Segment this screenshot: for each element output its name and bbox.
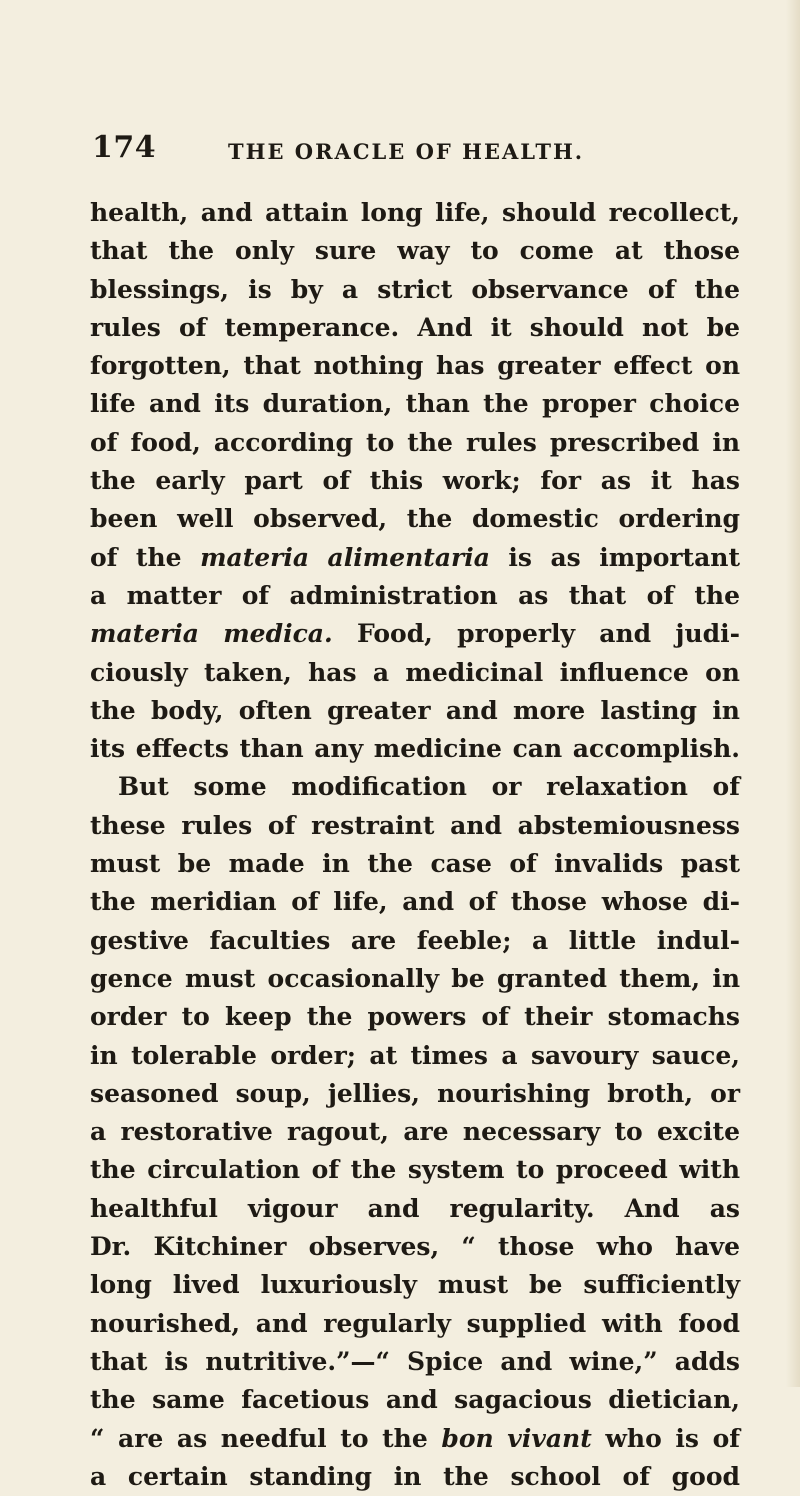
text-line: long lived luxuriously must be sufficiently: [90, 1270, 740, 1300]
text-line: a certain standing in the school of good: [90, 1461, 740, 1491]
text-line: these rules of restraint and abstemiousness: [90, 810, 740, 840]
text-line: of food, according to the rules prescribed in: [90, 427, 740, 457]
text-line: nourished, and regularly supplied with food: [90, 1308, 740, 1338]
italic-term: materia alimentaria: [200, 542, 490, 572]
text-line: that is nutritive.”—“ Spice and wine,” adds: [90, 1346, 740, 1376]
text-line: blessings, is by a strict observance of the: [90, 274, 740, 304]
text-line: Dr. Kitchiner observes, “ those who have: [90, 1232, 740, 1262]
text-line: a matter of administration as that of the: [90, 580, 740, 610]
text-line: must be made in the case of invalids past: [90, 849, 740, 879]
text-line: seasoned soup, jellies, nourishing broth, or: [90, 1078, 740, 1108]
text-line: in tolerable order; at times a savoury sauce,: [90, 1040, 740, 1070]
page-edge-shadow: [786, 0, 800, 1387]
text-line: forgotten, that nothing has greater effect on: [90, 351, 740, 381]
text-line: gestive faculties are feeble; a little indul-: [90, 925, 740, 955]
italic-term: materia medica.: [90, 619, 333, 649]
text-line: the body, often greater and more lasting in: [90, 695, 740, 725]
text-line: its effects than any medicine can accomplish.: [90, 734, 740, 764]
text-line: been well observed, the domestic ordering: [90, 504, 740, 534]
text-line: order to keep the powers of their stomachs: [90, 1002, 740, 1032]
text-line: healthful vigour and regularity. And as: [90, 1193, 740, 1223]
text-segment: of the: [90, 542, 201, 572]
text-segment: Food, properly and judi-: [332, 619, 740, 649]
text-line: the same facetious and sagacious dietician,: [90, 1385, 740, 1415]
text-line: life and its duration, than the proper choice: [90, 389, 740, 419]
text-line: health, and attain long life, should recollect,: [90, 198, 740, 227]
text-segment: is as important: [489, 542, 741, 572]
page-number: 174: [92, 130, 157, 165]
text-segment: who is of: [591, 1423, 740, 1453]
text-line: the circulation of the system to proceed with: [90, 1155, 740, 1185]
text-line: [90, 1420, 740, 1458]
text-line: the early part of this work; for as it has: [90, 466, 740, 496]
text-line: ciously taken, has a medicinal influence on: [90, 657, 740, 687]
text-line: But some modification or relaxation of: [118, 772, 740, 802]
text-line: a restorative ragout, are necessary to excite: [90, 1117, 740, 1147]
italic-term: bon vivant: [441, 1423, 592, 1453]
text-line: the meridian of life, and of those whose di-: [90, 887, 740, 917]
text-line: [90, 615, 740, 653]
page-header: [92, 130, 732, 174]
text-line: gence must occasionally be granted them, in: [90, 963, 740, 993]
text-line: that the only sure way to come at those: [90, 236, 740, 266]
running-title: THE ORACLE OF HEALTH.: [228, 139, 585, 164]
text-line: rules of temperance. And it should not be: [90, 312, 740, 342]
body-text: [90, 194, 740, 1496]
text-segment: “ are as needful to the: [90, 1423, 442, 1453]
text-line: [90, 539, 740, 577]
